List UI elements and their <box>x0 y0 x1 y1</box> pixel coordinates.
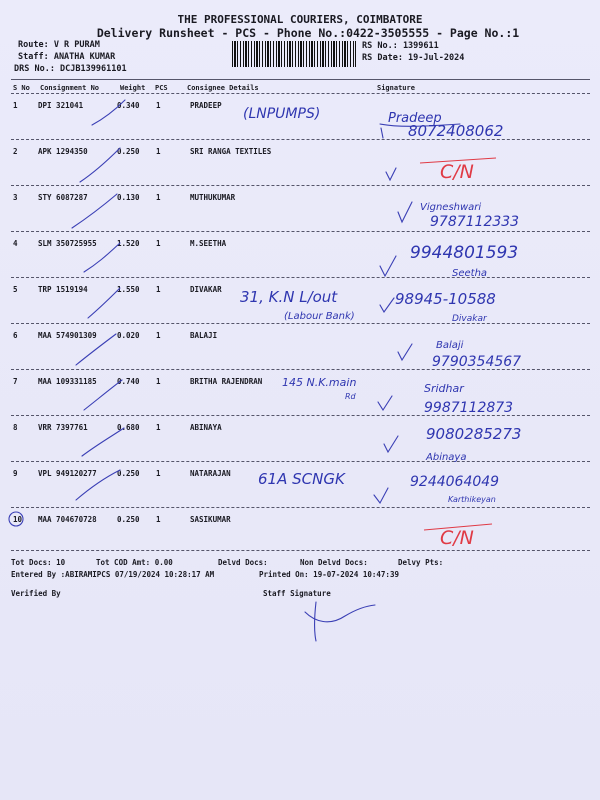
company-name: THE PROFESSIONAL COURIERS, COIMBATORE <box>177 13 423 26</box>
col-consignment: Consignment No <box>40 84 100 92</box>
hw-r4-phone: 9944801593 <box>410 243 519 263</box>
row-consignee: SASIKUMAR <box>190 515 231 524</box>
hw-r7-note1: 145 N.K.main <box>282 376 357 389</box>
row-consignment: MAA 704670728 <box>38 515 97 524</box>
hw-r7-sig: Sridhar <box>424 382 464 395</box>
red-underline <box>424 524 492 530</box>
runsheet-title: Delivery Runsheet - PCS - Phone No.:0422-3505555 - Page No.:1 <box>96 26 520 40</box>
col-weight: Weight <box>120 84 146 92</box>
hw-r7-note2: Rd <box>345 392 356 401</box>
col-consignee: Consignee Details <box>187 84 259 92</box>
row-consignment: SLM 350725955 <box>38 239 97 248</box>
row-consignment: VRR 7397761 <box>38 423 88 432</box>
row-sno: 3 <box>13 193 18 202</box>
hw-r5-note2: (Labour Bank) <box>284 311 355 322</box>
row-pcs: 1 <box>156 239 161 248</box>
row-weight: 1.550 <box>117 285 140 294</box>
row-pcs: 1 <box>156 147 161 156</box>
hw-r10-cn-mark: C/N <box>440 527 474 549</box>
col-signature: Signature <box>377 84 415 92</box>
hw-r1-note: (LNPUMPS) <box>243 106 321 122</box>
signature-tick <box>374 488 388 503</box>
total-cod: Tot COD Amt: 0.00 <box>96 558 173 567</box>
row-pcs: 1 <box>156 193 161 202</box>
tick-mark <box>88 288 120 318</box>
col-sno: S No <box>13 84 30 92</box>
hw-r8-sig: Abinaya <box>426 452 467 463</box>
row-consignment: APK 1294350 <box>38 147 88 156</box>
signature-tick <box>398 202 412 222</box>
entered-by: Entered By :ABIRAMIPCS 07/19/2024 10:28:17 AM <box>11 570 215 579</box>
signature-tick <box>398 344 412 360</box>
row-sno: 6 <box>13 331 18 340</box>
row-weight: 0.340 <box>117 101 140 110</box>
row-sno: 1 <box>13 101 18 110</box>
row-pcs: 1 <box>156 515 161 524</box>
hw-r5-phone: 98945-10588 <box>395 290 496 308</box>
staff-signature-label: Staff Signature <box>263 589 331 598</box>
row-consignment: MAA 574901309 <box>38 331 97 340</box>
verified-by-label: Verified By <box>11 589 61 598</box>
row-consignee: NATARAJAN <box>190 469 231 478</box>
row-sno: 7 <box>13 377 18 386</box>
rs-date: RS Date: 19-Jul-2024 <box>362 53 465 63</box>
hw-r3-sig: Vigneshwari <box>420 202 482 213</box>
row-divider <box>11 415 590 416</box>
row-consignment: TRP 1519194 <box>38 285 88 294</box>
row-divider <box>11 369 590 370</box>
row-sno: 5 <box>13 285 18 294</box>
red-underline <box>420 158 496 163</box>
hw-r6-sig: Balaji <box>436 340 464 351</box>
row-divider <box>11 277 590 278</box>
row-divider <box>11 507 590 508</box>
row-weight: 0.680 <box>117 423 140 432</box>
hw-r8-phone: 9080285273 <box>426 425 522 443</box>
table-bottom-rule <box>11 550 590 551</box>
hw-r1-sig: Pradeep <box>388 111 442 126</box>
row-consignee: BRITHA RAJENDRAN <box>190 377 263 386</box>
row-sno: 9 <box>13 469 18 478</box>
row-consignee: BALAJI <box>190 331 218 340</box>
table-top-rule <box>11 79 590 80</box>
row-pcs: 1 <box>156 469 161 478</box>
signature-tick <box>380 256 396 276</box>
row-weight: 0.250 <box>117 515 140 524</box>
row-divider <box>11 461 590 462</box>
row-consignee: MUTHUKUMAR <box>190 193 236 202</box>
row-consignee: DIVAKAR <box>190 285 222 294</box>
drs-number: DRS No.: DCJB139961101 <box>14 64 127 74</box>
hw-r4-sig: Seetha <box>452 268 488 279</box>
row-pcs: 1 <box>156 285 161 294</box>
row-consignment: STY 6087287 <box>38 193 88 202</box>
row-weight: 0.250 <box>117 147 140 156</box>
row-consignment: VPL 949120277 <box>38 469 97 478</box>
row-pcs: 1 <box>156 101 161 110</box>
rs-number: RS No.: 1399611 <box>362 41 439 51</box>
hw-r9-phone: 9244064049 <box>410 474 500 490</box>
hw-r5-note1: 31, K.N L/out <box>240 288 338 306</box>
row-pcs: 1 <box>156 331 161 340</box>
row-divider <box>11 231 590 232</box>
hw-r6-phone: 9790354567 <box>432 354 522 370</box>
signature-tick <box>384 436 398 452</box>
hw-r9-note: 61A SCNGK <box>258 470 345 488</box>
row-consignee: PRADEEP <box>190 101 222 110</box>
col-pcs: PCS <box>155 84 168 92</box>
tick-mark <box>82 428 124 456</box>
printed-on: Printed On: 19-07-2024 10:47:39 <box>259 570 399 579</box>
row-consignee: ABINAYA <box>190 423 222 432</box>
row-consignee: M.SEETHA <box>190 239 227 248</box>
route-label: Route: V R PURAM <box>18 40 100 50</box>
signature-tick <box>380 298 394 312</box>
hw-r5-sig: Divakar <box>452 314 487 324</box>
row-divider <box>11 323 590 324</box>
row-divider <box>11 185 590 186</box>
non-delivered-docs: Non Delvd Docs: <box>300 558 368 567</box>
barcode <box>232 41 356 67</box>
delivery-points: Delvy Pts: <box>398 558 444 567</box>
table-head-rule <box>11 93 590 94</box>
total-docs: Tot Docs: 10 <box>11 558 66 567</box>
row-consignment: MAA 109331185 <box>38 377 97 386</box>
row-pcs: 1 <box>156 423 161 432</box>
row-weight: 1.520 <box>117 239 140 248</box>
hw-r1-phone: 8072408062 <box>408 122 504 140</box>
row-consignee: SRI RANGA TEXTILES <box>190 147 272 156</box>
row-weight: 0.130 <box>117 193 140 202</box>
signature-tick <box>386 168 396 180</box>
staff-label: Staff: ANATHA KUMAR <box>18 52 116 62</box>
signature-tick <box>380 124 460 138</box>
delivered-docs: Delvd Docs: <box>218 558 268 567</box>
row-weight: 0.250 <box>117 469 140 478</box>
hw-r9-sig: Karthikeyan <box>448 495 496 504</box>
row-pcs: 1 <box>156 377 161 386</box>
row-sno: 10 <box>13 515 23 524</box>
row-sno: 2 <box>13 147 18 156</box>
signature-tick <box>378 396 392 410</box>
row-consignment: DPI 321041 <box>38 101 84 110</box>
hw-r3-phone: 9787112333 <box>430 214 520 230</box>
row-weight: 0.740 <box>117 377 140 386</box>
row-sno: 8 <box>13 423 18 432</box>
staff-signature <box>305 602 375 641</box>
row-weight: 0.020 <box>117 331 140 340</box>
hw-r2-cn-mark: C/N <box>440 161 474 183</box>
hw-r7-phone: 9987112873 <box>424 400 514 416</box>
row-sno: 4 <box>13 239 18 248</box>
row-divider <box>11 139 590 140</box>
